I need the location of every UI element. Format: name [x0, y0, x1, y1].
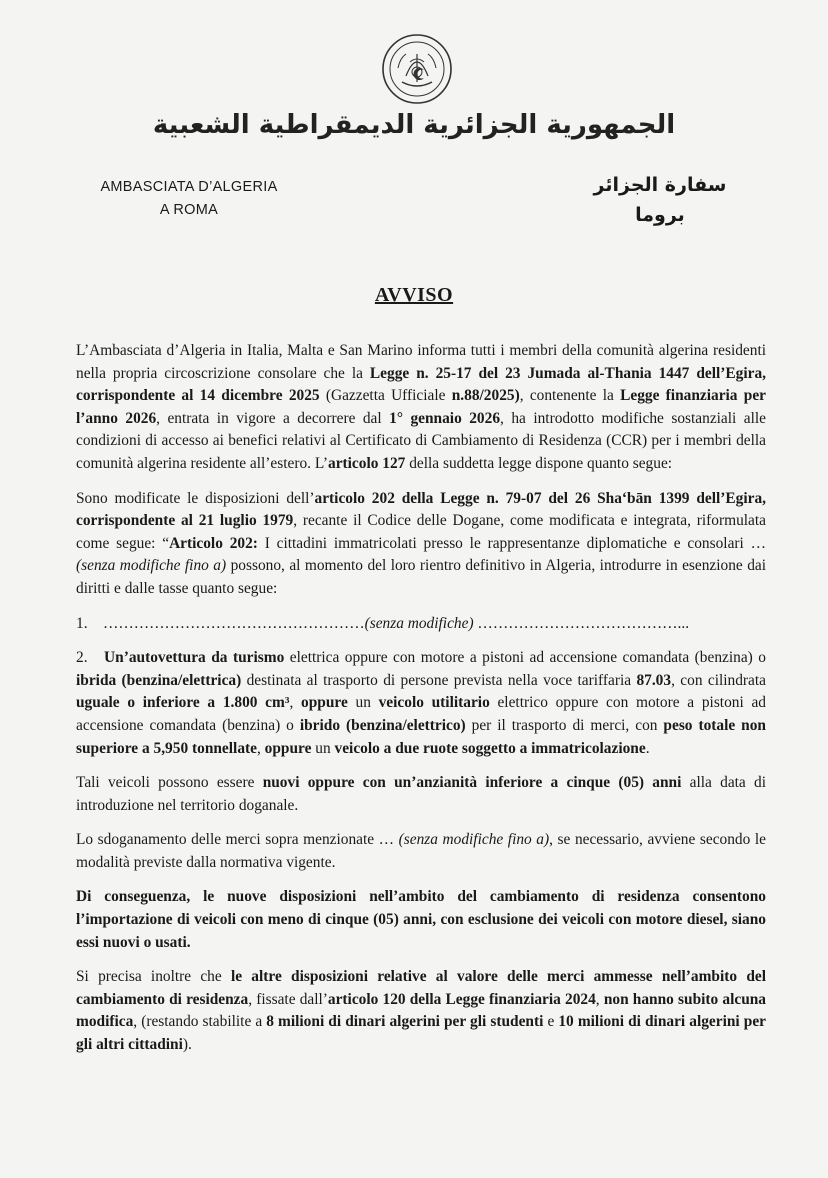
embassy-name-italian [64, 176, 314, 222]
embassy-name-arabic [540, 170, 780, 230]
republic-title-arabic: الجمهورية الجزائرية الديمقراطية الشعبية [152, 110, 676, 140]
paragraph-consequence: Di conseguenza, le nuove disposizioni nell’ambito del cambiamento di residenza consentono l’importazione di veicoli con meno di cinque (05) anni, con esclusione dei veicoli con motore diesel, siano essi nuovi o usati. [76, 888, 766, 951]
paragraph-vehicle-age: Tali veicoli possono essere nuovi oppure con un’anzianità inferiore a cinque (05) anni alla data di introduzione nel territorio doganale. [76, 774, 766, 814]
algerian-emblem-icon [380, 32, 454, 106]
paragraph-customs-clearance: Lo sdoganamento delle merci sopra menzionate … (senza modifiche fino a), se necessario, avviene secondo le modalità previste dalla normativa vigente. [76, 831, 766, 871]
embassy-name-ar-line1: سفارة الجزائر [593, 174, 727, 196]
list-item-2: 2. Un’autovettura da turismo elettrica oppure con motore a pistoni ad accensione comandata (benzina) o ibrida (benzina/elettrica) destinata al trasporto di persone prevista nella voce tariffaria 87.03, con cilindrata uguale o inferiore a 1.800 cm³, oppure un veicolo utilitario elettrico oppure con motore a pistoni ad accensione comandata (benzina) o ibrido (benzina/elettrico) per il trasporto di merci, con peso totale non superiore a 5,950 tonnellate, oppure un veicolo a due ruote soggetto a immatricolazione. [76, 649, 766, 757]
list-item-1: 1. ……………………………………………(senza modifiche) …………………………………... [76, 614, 690, 632]
embassy-name-line2: A ROMA [159, 202, 219, 218]
paragraph-goods-value: Si precisa inoltre che le altre disposizioni relative al valore delle merci ammesse nell’ambito del cambiamento di residenza, fissate dall’articolo 120 della Legge finanziaria 2024, non hanno subito alcuna modifica, (restando stabilite a 8 milioni di dinari algerini per gli studenti e 10 milioni di dinari algerini per gli altri cittadini). [76, 968, 767, 1054]
embassy-name-ar-line2: بروما [635, 204, 685, 226]
paragraph-intro: L’Ambasciata d’Algeria in Italia, Malta e San Marino informa tutti i membri della comunità algerina residenti nella propria circoscrizione consolare che la Legge n. 25-17 del 23 Jumada al-Thania 1447 dell’Egira, corrispondente al 14 dicembre 2025 (Gazzetta Ufficiale n.88/2025), contenente la Legge finanziaria per l’anno 2026, entrata in vigore a decorrere dal 1° gennaio 2026, ha introdotto modifiche sostanziali alle condizioni di accesso ai benefici relativi al Certificato di Cambiamento di Residenza (CCR) per i membri della comunità algerina residente all’estero. L’articolo 127 della suddetta legge dispone quanto segue: [76, 342, 766, 472]
paragraph-article-202: Sono modificate le disposizioni dell’articolo 202 della Legge n. 79-07 del 26 Sha‘bān 1399 dell’Egira, corrispondente al 21 luglio 1979, recante il Codice delle Dogane, come modificata e integrata, riformulata come segue: “Articolo 202: I cittadini immatricolati presso le rappresentanze diplomatiche e consolari … (senza modifiche fino a) possono, al momento del loro rientro definitivo in Algeria, introdurre in esenzione dai diritti e dalle tasse quanto segue: [76, 489, 767, 597]
notice-title: AVVISO [374, 284, 454, 306]
embassy-name-line1: AMBASCIATA D’ALGERIA [100, 179, 278, 195]
notice-body [76, 340, 766, 1069]
